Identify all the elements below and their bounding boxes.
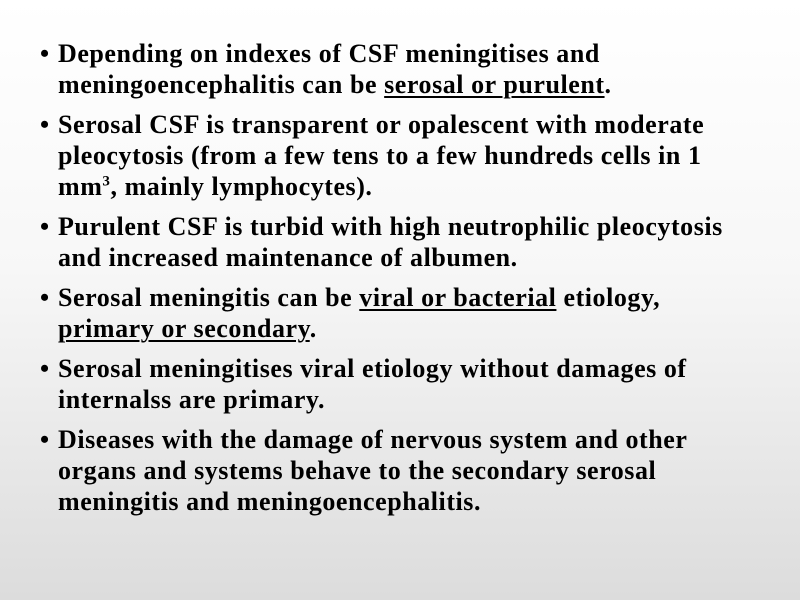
bullet-item-6: [40, 424, 760, 517]
bullet-text: Serosal meningitises viral etiology without damages of internalss are primary.: [58, 354, 687, 414]
underlined-text: viral or bacterial: [359, 283, 557, 312]
bullet-text: Purulent CSF is turbid with high neutrophilic pleocytosis and increased maintenance of albumen.: [58, 212, 723, 272]
bullet-list: [40, 38, 760, 517]
bullet-marker: •: [40, 354, 50, 383]
bullet-text: etiology,: [556, 283, 661, 312]
bullet-marker: •: [40, 425, 50, 454]
bullet-text: Serosal meningitis can be: [58, 283, 360, 312]
bullet-item-1: [40, 38, 760, 100]
bullet-text: .: [604, 70, 612, 99]
superscript: 3: [102, 173, 111, 190]
bullet-text: Depending on indexes of CSF meningitises and meningoencephalitis can be: [58, 39, 600, 99]
bullet-text: Diseases with the damage of nervous system and other organs and systems behave to the secondary serosal meningitis and meningoencephalitis.: [58, 425, 687, 516]
underlined-text: serosal or purulent: [384, 70, 605, 99]
bullet-item-3: [40, 211, 760, 273]
bullet-item-2: [40, 109, 760, 202]
bullet-marker: •: [40, 212, 50, 241]
bullet-marker: •: [40, 39, 50, 68]
bullet-text: , mainly lymphocytes).: [110, 172, 373, 201]
underlined-text: primary or secondary: [58, 314, 310, 343]
bullet-text: Serosal CSF is transparent or opalescent with moderate pleocytosis (from a few tens to a few hundreds cells in 1 mm: [58, 110, 705, 201]
bullet-text: .: [309, 314, 317, 343]
bullet-item-4: [40, 282, 760, 344]
bullet-marker: •: [40, 110, 50, 139]
bullet-item-5: [40, 353, 760, 415]
bullet-marker: •: [40, 283, 50, 312]
